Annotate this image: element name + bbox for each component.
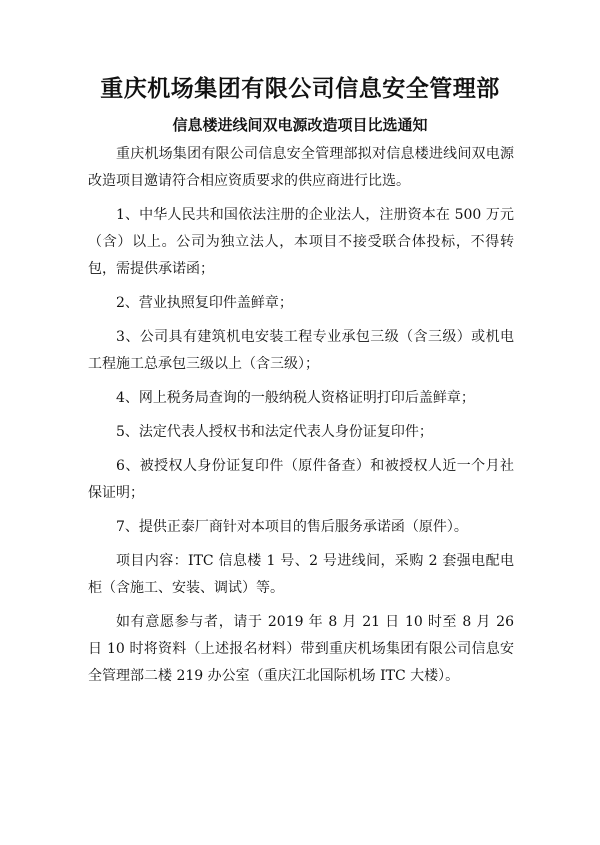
project-content-paragraph: 项目内容：ITC 信息楼 1 号、2 号进线间，采购 2 套强电配电柜（含施工、安装、调试）等。	[88, 553, 514, 596]
requirement-7: 7、提供正泰厂商针对本项目的售后服务承诺函（原件）。	[116, 519, 468, 535]
submission-paragraph: 如有意愿参与者，请于 2019 年 8 月 21 日 10 时至 8 月 26 日 10 时将资料（上述报名材料）带到重庆机场集团有限公司信息安全管理部二楼 219 办公室（重庆江北国际机场 ITC 大楼）。	[88, 614, 514, 684]
requirement-4: 4、网上税务局查询的一般纳税人资格证明打印后盖鲜章；	[116, 390, 475, 406]
requirement-5: 5、法定代表人授权书和法定代表人身份证复印件；	[116, 424, 433, 440]
requirement-6: 6、被授权人身份证复印件（原件备查）和被授权人近一个月社保证明；	[88, 458, 514, 501]
intro-paragraph: 重庆机场集团有限公司信息安全管理部拟对信息楼进线间双电源改造项目邀请符合相应资质要求的供应商进行比选。	[88, 146, 514, 189]
document-title: 重庆机场集团有限公司信息安全管理部	[100, 76, 500, 102]
requirement-2: 2、营业执照复印件盖鲜章；	[116, 295, 293, 311]
requirement-1: 1、中华人民共和国依法注册的企业法人，注册资本在 500 万元（含）以上。公司为独立法人，本项目不接受联合体投标，不得转包，需提供承诺函；	[88, 207, 514, 277]
document-subtitle: 信息楼进线间双电源改造项目比选通知	[172, 116, 428, 134]
document-body	[88, 141, 514, 697]
requirement-3: 3、公司具有建筑机电安装工程专业承包三级（含三级）或机电工程施工总承包三级以上（含三级）；	[88, 329, 514, 372]
